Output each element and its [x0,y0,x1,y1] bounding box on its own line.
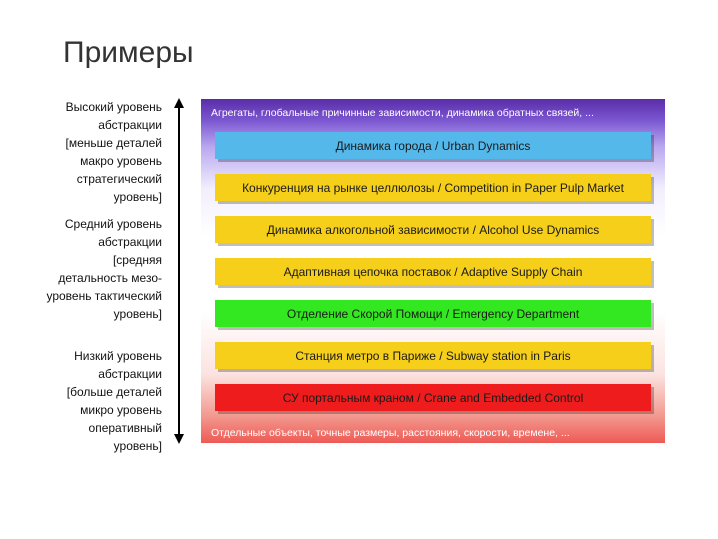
bar-label: Динамика алкогольной зависимости / Alcohol Use Dynamics [266,222,600,237]
level-label-high: Высокий уровень абстракции [меньше деталей макро уровень стратегический уровень] [65,100,162,204]
bar-label: СУ портальным краном / Crane and Embedded Control [282,390,584,405]
bar-urban-dynamics [215,132,651,159]
bar-emergency-department [215,300,651,327]
bar-label: Адаптивная цепочка поставок / Adaptive Supply Chain [283,264,583,279]
level-label-medium: Средний уровень абстракции [средняя детальность мезо- уровень тактический уровень] [46,217,162,321]
bar-label: Динамика города / Urban Dynamics [335,138,531,153]
level-label-low: Низкий уровень абстракции [больше деталей микро уровень оперативный уровень] [66,349,162,453]
slide-title: Примеры [63,36,194,69]
bar-paper-pulp-market [215,174,651,201]
bar-adaptive-supply-chain [215,258,651,285]
abstraction-panel [201,99,665,443]
abstraction-arrow [171,98,187,444]
bar-alcohol-use-dynamics [215,216,651,243]
bar-label: Отделение Скорой Помощи / Emergency Department [286,306,580,321]
panel-bottom-caption: Отдельные объекты, точные размеры, расстояния, скорости, времене, ... [211,427,570,439]
panel-top-caption: Агрегаты, глобальные причинные зависимости, динамика обратных связей, ... [211,107,594,119]
bar-label: Станция метро в Париже / Subway station in Paris [295,348,571,363]
bar-subway-station [215,342,651,369]
bar-label: Конкуренция на рынке целлюлозы / Competition in Paper Pulp Market [242,180,624,195]
bar-crane-control [215,384,651,411]
